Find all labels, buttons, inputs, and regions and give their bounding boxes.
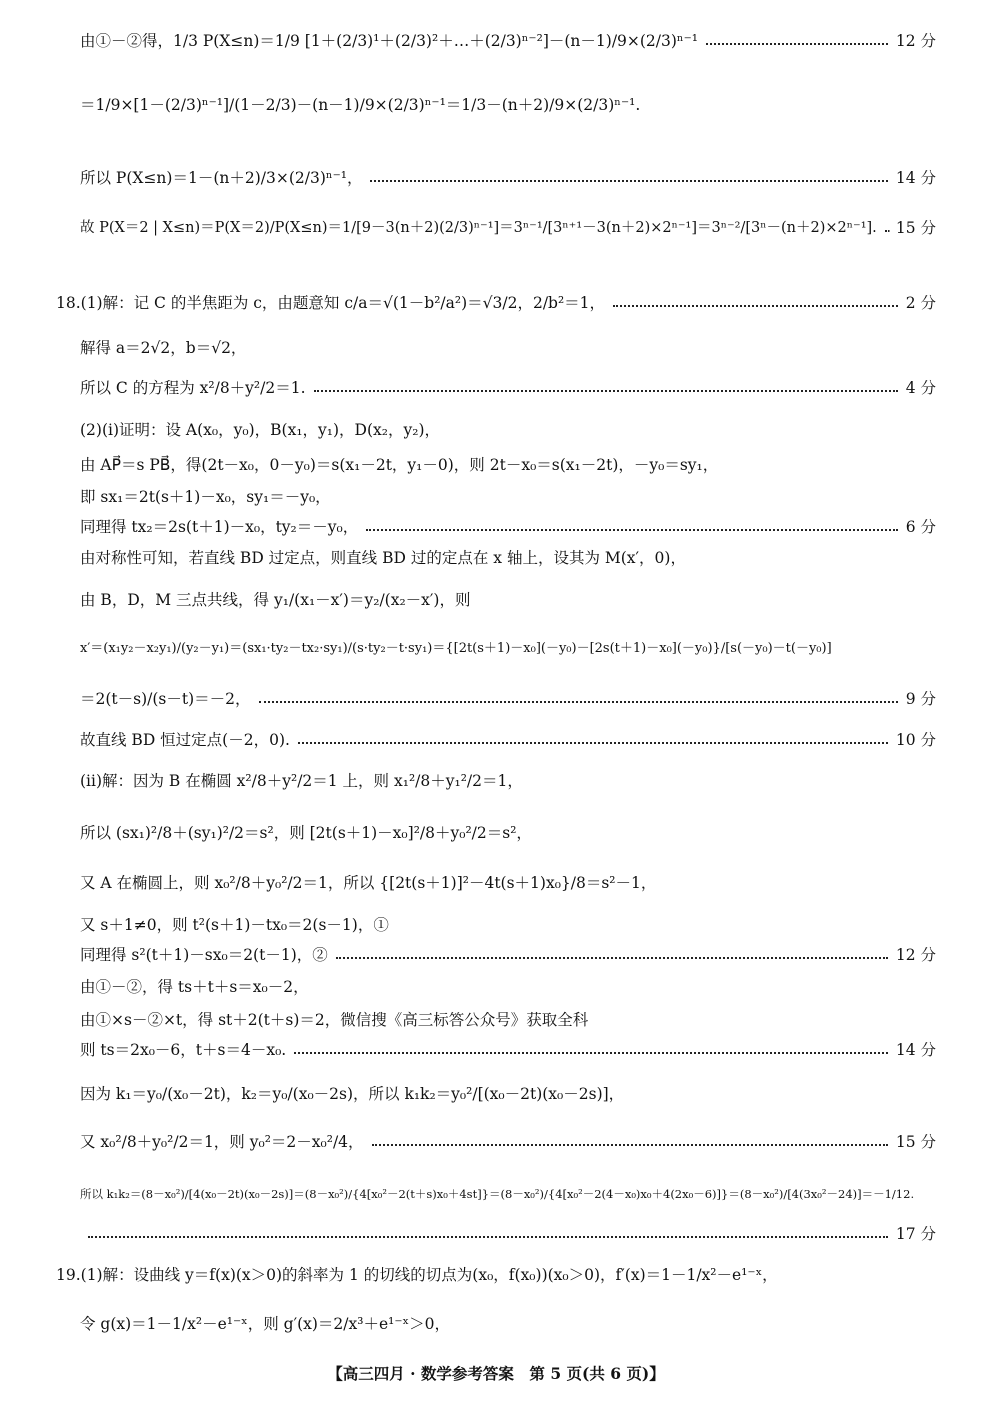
line-18 (80, 822, 936, 844)
line-text: 同理得 s²(t＋1)－sx₀＝2(t－1)，② (80, 946, 328, 964)
line-q18 (56, 292, 936, 314)
line-text: 所以 k₁k₂＝(8－x₀²)/[4(x₀－2t)(x₀－2s)]＝(8－x₀²)/{4[x₀²－2(t＋s)x₀＋4st]}＝(8－x₀²)/{4[x₀²－2(4－x₀)x₀＋4(2x₀－6)]}＝(8－x₀²)/[4(3x₀²－24)]＝－1/12. (80, 1187, 915, 1201)
line-19 (80, 872, 936, 894)
line-14 (80, 638, 936, 660)
line-4 (80, 217, 936, 239)
line-text: 所以 C 的方程为 x²/8＋y²/2＝1. (80, 379, 306, 397)
line-23 (80, 1009, 936, 1031)
score-label: 15 分 (895, 1133, 936, 1151)
leader-dots (366, 529, 897, 531)
line-text: 同理得 tx₂＝2s(t＋1)－x₀，ty₂＝－y₀， (80, 518, 359, 536)
line-text: 由①－②得，1/3 P(X≤n)＝1/9 [1＋(2/3)¹＋(2/3)²＋…＋(2/3)ⁿ⁻²]－(n－1)/9×(2/3)ⁿ⁻¹ (80, 32, 699, 50)
line-text: 令 g(x)＝1－1/x²－e¹⁻ˣ，则 g′(x)＝2/x³＋e¹⁻ˣ＞0， (80, 1315, 450, 1333)
line-text: 故 P(X＝2 | X≤n)＝P(X＝2)/P(X≤n)＝1/[9－3(n＋2)(2/3)ⁿ⁻¹]＝3ⁿ⁻¹/[3ⁿ⁺¹－3(n＋2)×2ⁿ⁻¹]＝3ⁿ⁻²/[3ⁿ－(n＋2)×2ⁿ⁻¹]. (80, 220, 877, 236)
leader-dots (294, 1052, 888, 1054)
line-22 (80, 976, 936, 998)
line-15 (80, 688, 936, 710)
line-text: 所以 (sx₁)²/8＋(sy₁)²/2＝s²，则 [2t(s＋1)－x₀]²/8＋y₀²/2＝s²， (80, 824, 532, 842)
score-label: 15 分 (895, 219, 936, 237)
line-30 (80, 1313, 936, 1335)
line-24 (80, 1039, 936, 1061)
line-26 (80, 1131, 936, 1153)
line-text: 由①×s－②×t，得 st＋2(t＋s)＝2，微信搜《高三标答公众号》获取全科 (80, 1011, 589, 1029)
line-11 (80, 516, 936, 538)
line-21 (80, 944, 936, 966)
line-text: 19.(1)解：设曲线 y＝f(x)(x＞0)的斜率为 1 的切线的切点为(x₀，f(x₀))(x₀＞0)，f′(x)＝1－1/x²－e¹⁻ˣ， (56, 1266, 778, 1284)
line-7 (80, 377, 936, 399)
line-text: 解得 a＝2√2，b＝√2， (80, 339, 247, 357)
leader-dots (370, 180, 887, 182)
line-text: 由 B，D，M 三点共线，得 y₁/(x₁－x′)＝y₂/(x₂－x′)，则 (80, 591, 471, 609)
leader-dots (298, 742, 888, 744)
leader-dots (259, 701, 898, 703)
line-2 (80, 94, 936, 116)
line-text: 由①－②，得 ts＋t＋s＝x₀－2， (80, 978, 309, 996)
score-label: 17 分 (895, 1225, 936, 1243)
line-17 (80, 770, 936, 792)
line-text: ＝2(t－s)/(s－t)＝－2， (80, 690, 251, 708)
line-text: 即 sx₁＝2t(s＋1)－x₀，sy₁＝－y₀， (80, 488, 331, 506)
score-label: 12 分 (895, 32, 936, 50)
line-text: 又 s＋1≠0，则 t²(s＋1)－tx₀＝2(s－1)，① (80, 916, 389, 934)
line-25 (80, 1083, 936, 1105)
score-label: 4 分 (905, 379, 936, 397)
page-footer: 【高三四月 · 数学参考答案 第 5 页(共 6 页)】 (327, 1364, 665, 1383)
leader-dots (613, 305, 898, 307)
line-text: 故直线 BD 恒过定点(－2，0). (80, 731, 290, 749)
score-label: 2 分 (905, 294, 936, 312)
score-label: 10 分 (895, 731, 936, 749)
line-16 (80, 729, 936, 751)
line-text: 所以 P(X≤n)＝1－(n＋2)/3×(2/3)ⁿ⁻¹， (80, 169, 363, 187)
line-20 (80, 914, 936, 936)
line-text: 又 A 在椭圆上，则 x₀²/8＋y₀²/2＝1，所以 {[2t(s＋1)]²－4t(s＋1)x₀}/8＝s²－1， (80, 874, 657, 892)
leader-dots (706, 43, 888, 45)
line-text: (ⅱ)解：因为 B 在椭圆 x²/8＋y²/2＝1 上，则 x₁²/8＋y₁²/2＝1， (80, 772, 523, 790)
line-12 (80, 547, 936, 569)
leader-dots (88, 1236, 888, 1238)
line-text: (2)(ⅰ)证明：设 A(x₀，y₀)，B(x₁，y₁)，D(x₂，y₂)， (80, 421, 441, 439)
line-8 (80, 419, 936, 441)
leader-dots (314, 390, 898, 392)
line-text: x′＝(x₁y₂－x₂y₁)/(y₂－y₁)＝(sx₁·ty₂－tx₂·sy₁)/(s·ty₂－t·sy₁)＝{[2t(s＋1)－x₀](－y₀)－[2s(t＋1)－x₀](－y₀)}/[s(－y₀)－t(－y₀)] (80, 641, 832, 656)
score-label: 12 分 (895, 946, 936, 964)
line-1 (80, 30, 936, 52)
line-28 (80, 1223, 936, 1245)
line-9 (80, 454, 936, 476)
score-label: 6 分 (905, 518, 936, 536)
line-10 (80, 486, 936, 508)
leader-dots (372, 1144, 888, 1146)
line-6 (80, 337, 936, 359)
line-text: 又 x₀²/8＋y₀²/2＝1，则 y₀²＝2－x₀²/4， (80, 1133, 364, 1151)
line-text: 由对称性可知，若直线 BD 过定点，则直线 BD 过的定点在 x 轴上，设其为 M(x′，0)， (80, 549, 686, 567)
line-q19 (56, 1264, 936, 1286)
line-text: 由 AP⃗＝s PB⃗，得(2t－x₀，0－y₀)＝s(x₁－2t，y₁－0)，则 2t－x₀＝s(x₁－2t)，－y₀＝sy₁， (80, 456, 719, 474)
line-text: 18.(1)解：记 C 的半焦距为 c，由题意知 c/a＝√(1－b²/a²)＝√3/2，2/b²＝1， (56, 294, 606, 312)
line-13 (80, 589, 936, 611)
line-text: 则 ts＝2x₀－6，t＋s＝4－x₀. (80, 1041, 287, 1059)
score-label: 14 分 (895, 1041, 936, 1059)
line-text: 因为 k₁＝y₀/(x₀－2t)，k₂＝y₀/(x₀－2s)，所以 k₁k₂＝y₀²/[(x₀－2t)(x₀－2s)]， (80, 1085, 625, 1103)
leader-dots (885, 230, 888, 232)
line-27 (80, 1183, 936, 1205)
score-label: 14 分 (895, 169, 936, 187)
line-3 (80, 167, 936, 189)
score-label: 9 分 (905, 690, 936, 708)
line-text: ＝1/9×[1－(2/3)ⁿ⁻¹]/(1－2/3)－(n－1)/9×(2/3)ⁿ⁻¹＝1/3－(n＋2)/9×(2/3)ⁿ⁻¹. (80, 96, 641, 114)
leader-dots (336, 957, 888, 959)
